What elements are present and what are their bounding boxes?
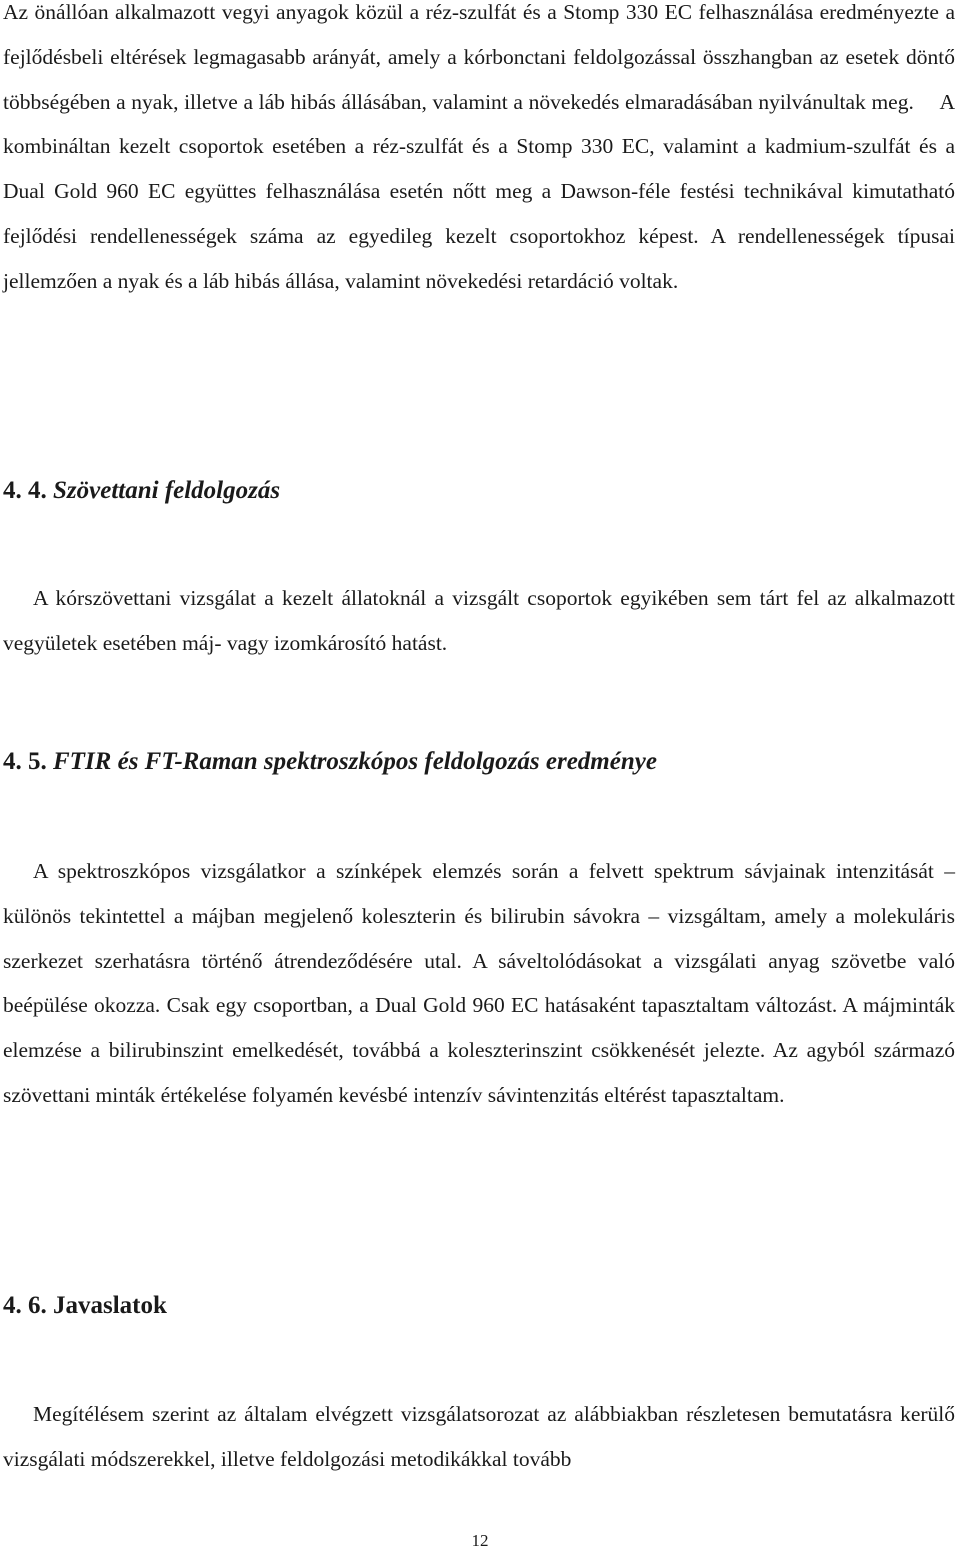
section-4-5-paragraph: A spektroszkópos vizsgálatkor a színképek elemzés során a felvett spektrum sávjainak intenzitását – különös tekintettel a májban megjelenő koleszterin és bilirubin sávokra – vizsgáltam, amely a molekuláris szerkezet szerhatásra történő átrendeződésére utal. A sáveltolódásokat a vizsgálati anyag szövetbe való beépülése okozza. Csak egy csoportban, a Dual Gold 960 EC hatásaként tapasztaltam változást. A májminták elemzése a bilirubinszint emelkedését, továbbá a koleszterinszint csökkenését jelezte. Az agyból származó szövettani minták értékelése folyamén kevésbé intenzív sávintenzitás eltérést tapasztaltam. (3, 859, 955, 1107)
section-title: FTIR és FT-Raman spektroszkópos feldolgozás eredménye (53, 748, 657, 775)
section-4-6-paragraph: Megítélésem szerint az általam elvégzett vizsgálatsorozat az alábbiakban részletesen bemutatásra kerülő vizsgálati módszerekkel, illetve feldolgozási metodikákkal tovább (3, 1402, 955, 1471)
section-heading-4-4 (3, 475, 280, 507)
section-number: 4. 6. (3, 1292, 47, 1319)
section-title: Javaslatok (53, 1292, 167, 1319)
section-number: 4. 5. (3, 748, 47, 775)
section-number: 4. 4. (3, 477, 47, 504)
paragraph-1a-text: Az önállóan alkalmazott vegyi anyagok közül a réz-szulfát és a Stomp 330 EC felhasználása eredményezte a fejlődésbeli eltérések legmagasabb arányát, amely a kórbonctani feldolgozással összhangban az esetek döntő többségében a nyak, illetve a láb hibás állásában, valamint a növekedés elmaradásában nyilvánultak meg. (3, 0, 955, 114)
section-heading-4-5 (3, 746, 657, 778)
section-heading-4-6 (3, 1290, 167, 1322)
paragraph-1b-text: A kombináltan kezelt csoportok esetében a réz-szulfát és a Stomp 330 EC, valamint a kadmium-szulfát és a Dual Gold 960 EC együttes felhasználása esetén nőtt meg a Dawson-féle festési technikával kimutatható fejlődési rendellenességek száma az egyedileg kezelt csoportokhoz képest. A rendellenességek típusai jellemzően a nyak és a láb hibás állása, valamint növekedési retardáció voltak. (3, 89, 956, 293)
body-paragraph-1 (3, 0, 955, 304)
section-title: Szövettani feldolgozás (53, 477, 281, 504)
page-number: 12 (471, 1531, 489, 1550)
section-4-4-paragraph: A kórszövettani vizsgálat a kezelt állatoknál a vizsgált csoportok egyikében sem tárt fel az alkalmazott vegyületek esetében máj- vagy izomkárosító hatást. (3, 586, 955, 655)
